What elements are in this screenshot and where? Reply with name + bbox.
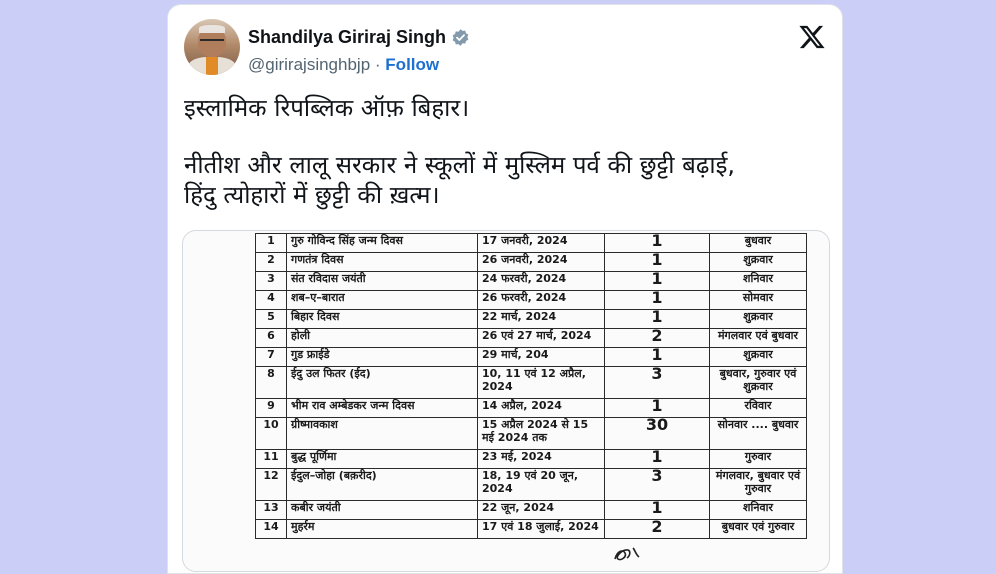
table-cell-days: 1 xyxy=(605,291,710,310)
table-cell-serial: 6 xyxy=(256,329,287,348)
table-cell-serial: 2 xyxy=(256,253,287,272)
handle-row xyxy=(248,55,439,75)
table-cell-weekday: शनिवार xyxy=(710,501,807,520)
table-cell-name: मुहर्रम xyxy=(287,520,478,539)
table-cell-name: संत रविदास जयंती xyxy=(287,272,478,291)
table-cell-days: 1 xyxy=(605,348,710,367)
table-cell-date: 22 जून, 2024 xyxy=(478,501,605,520)
table-cell-days: 2 xyxy=(605,520,710,539)
follow-button[interactable]: Follow xyxy=(385,55,440,74)
table-row xyxy=(256,418,807,450)
author-avatar[interactable] xyxy=(184,19,240,75)
table-cell-days: 2 xyxy=(605,329,710,348)
table-cell-date: 10, 11 एवं 12 अप्रैल, 2024 xyxy=(478,367,605,399)
table-cell-name: होली xyxy=(287,329,478,348)
table-cell-serial: 10 xyxy=(256,418,287,450)
table-cell-name: गुड फ्राईडे xyxy=(287,348,478,367)
table-cell-serial: 5 xyxy=(256,310,287,329)
tweet-text-line3: हिंदु त्योहारों में छुट्टी की ख़त्म। xyxy=(184,181,440,209)
table-row xyxy=(256,450,807,469)
table-cell-days: 3 xyxy=(605,367,710,399)
table-row xyxy=(256,253,807,272)
table-cell-weekday: बुधवार xyxy=(710,234,807,253)
author-name[interactable]: Shandilya Giriraj Singh xyxy=(248,27,447,47)
table-cell-weekday: गुरुवार xyxy=(710,450,807,469)
table-cell-serial: 7 xyxy=(256,348,287,367)
table-cell-date: 29 मार्च, 204 xyxy=(478,348,605,367)
table-cell-date: 26 फरवरी, 2024 xyxy=(478,291,605,310)
table-cell-weekday: बुधवार, गुरुवार एवं शुक्रवार xyxy=(710,367,807,399)
avatar-hair xyxy=(199,25,225,33)
table-cell-days: 1 xyxy=(605,272,710,291)
table-cell-weekday: शुक्रवार xyxy=(710,253,807,272)
table-row xyxy=(256,234,807,253)
table-cell-days: 1 xyxy=(605,234,710,253)
table-cell-name: ईदुल–जोहा (बक़रीद) xyxy=(287,469,478,501)
table-cell-date: 18, 19 एवं 20 जून, 2024 xyxy=(478,469,605,501)
table-cell-weekday: शुक्रवार xyxy=(710,310,807,329)
table-cell-name: बिहार दिवस xyxy=(287,310,478,329)
signature-mark xyxy=(611,541,641,567)
table-row xyxy=(256,469,807,501)
table-cell-days: 3 xyxy=(605,469,710,501)
table-cell-serial: 3 xyxy=(256,272,287,291)
table-cell-serial: 13 xyxy=(256,501,287,520)
author-handle[interactable]: @girirajsinghbjp xyxy=(248,55,371,74)
table-cell-days: 1 xyxy=(605,253,710,272)
table-row xyxy=(256,310,807,329)
table-row xyxy=(256,329,807,348)
table-row xyxy=(256,291,807,310)
table-cell-days: 1 xyxy=(605,310,710,329)
table-cell-date: 26 जनवरी, 2024 xyxy=(478,253,605,272)
table-cell-serial: 9 xyxy=(256,399,287,418)
table-cell-days: 1 xyxy=(605,399,710,418)
table-cell-name: ईदु उल फितर (ईद) xyxy=(287,367,478,399)
table-cell-name: ग्रीष्मावकाश xyxy=(287,418,478,450)
table-cell-name: शब–ए–बारात xyxy=(287,291,478,310)
table-cell-serial: 11 xyxy=(256,450,287,469)
author-name-row xyxy=(248,27,470,48)
verified-badge-icon xyxy=(451,28,470,47)
table-cell-date: 15 अप्रैल 2024 से 15 मई 2024 तक xyxy=(478,418,605,450)
x-logo-icon[interactable] xyxy=(798,23,826,51)
table-row xyxy=(256,367,807,399)
table-cell-serial: 14 xyxy=(256,520,287,539)
table-cell-serial: 12 xyxy=(256,469,287,501)
table-cell-date: 17 एवं 18 जुलाई, 2024 xyxy=(478,520,605,539)
table-cell-weekday: रविवार xyxy=(710,399,807,418)
table-cell-date: 22 मार्च, 2024 xyxy=(478,310,605,329)
tweet-text-line2: नीतीश और लालू सरकार ने स्कूलों में मुस्लिम पर्व की छुट्टी बढ़ाई, xyxy=(184,151,736,179)
table-cell-weekday: शनिवार xyxy=(710,272,807,291)
table-row xyxy=(256,348,807,367)
table-cell-name: भीम राव अम्बेडकर जन्म दिवस xyxy=(287,399,478,418)
table-cell-date: 24 फरवरी, 2024 xyxy=(478,272,605,291)
table-row xyxy=(256,399,807,418)
table-cell-date: 23 मई, 2024 xyxy=(478,450,605,469)
handle-separator: · xyxy=(374,55,381,74)
table-cell-weekday: सोनवार .... बुधवार xyxy=(710,418,807,450)
table-cell-days: 1 xyxy=(605,501,710,520)
tweet-text xyxy=(184,93,824,210)
tweet-card xyxy=(167,4,843,574)
table-cell-weekday: बुधवार एवं गुरुवार xyxy=(710,520,807,539)
table-cell-date: 17 जनवरी, 2024 xyxy=(478,234,605,253)
table-cell-date: 26 एवं 27 मार्च, 2024 xyxy=(478,329,605,348)
tweet-media-image[interactable] xyxy=(182,230,830,572)
tweet-text-line1: इस्लामिक रिपब्लिक ऑफ़ बिहार। xyxy=(184,94,470,122)
table-row xyxy=(256,501,807,520)
table-cell-name: बुद्ध पूर्णिमा xyxy=(287,450,478,469)
table-cell-name: गणतंत्र दिवस xyxy=(287,253,478,272)
table-cell-serial: 4 xyxy=(256,291,287,310)
avatar-glasses xyxy=(200,39,224,46)
table-row xyxy=(256,272,807,291)
avatar-stole xyxy=(206,57,218,75)
table-cell-serial: 1 xyxy=(256,234,287,253)
table-cell-name: गुरु गोविन्द सिंह जन्म दिवस xyxy=(287,234,478,253)
table-row xyxy=(256,520,807,539)
table-cell-weekday: शुक्रवार xyxy=(710,348,807,367)
table-cell-weekday: सोमवार xyxy=(710,291,807,310)
table-cell-date: 14 अप्रैल, 2024 xyxy=(478,399,605,418)
table-cell-serial: 8 xyxy=(256,367,287,399)
table-cell-weekday: मंगलवार, बुधवार एवं गुरुवार xyxy=(710,469,807,501)
table-cell-weekday: मंगलवार एवं बुधवार xyxy=(710,329,807,348)
table-cell-days: 30 xyxy=(605,418,710,450)
table-cell-name: कबीर जयंती xyxy=(287,501,478,520)
table-cell-days: 1 xyxy=(605,450,710,469)
holiday-table xyxy=(255,233,807,539)
